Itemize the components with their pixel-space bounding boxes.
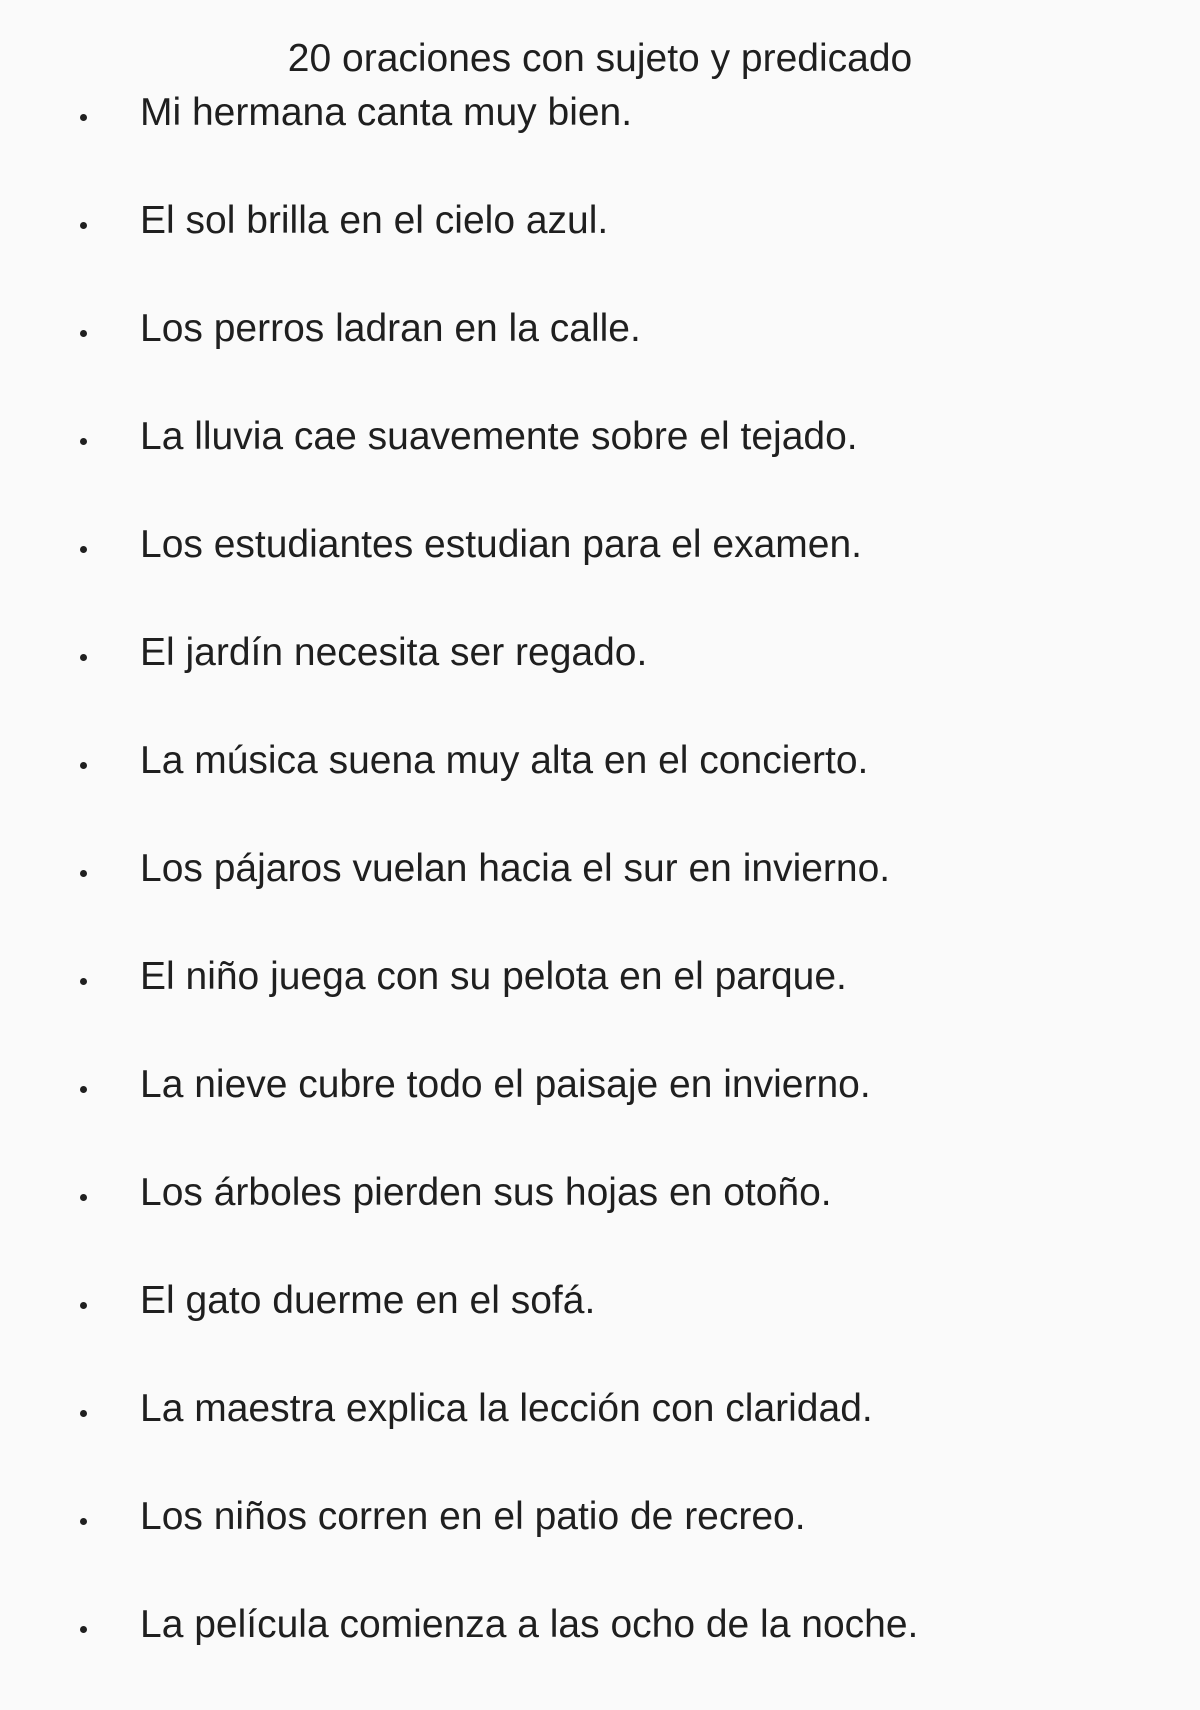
list-item bbox=[0, 1170, 1200, 1278]
bullet-icon bbox=[80, 222, 87, 229]
sentence-text: La música suena muy alta en el concierto. bbox=[140, 739, 869, 782]
bullet-icon bbox=[80, 1194, 87, 1201]
bullet-icon bbox=[80, 438, 87, 445]
bullet-icon bbox=[80, 978, 87, 985]
list-item bbox=[0, 1062, 1200, 1170]
list-item bbox=[0, 90, 1200, 198]
list-item bbox=[0, 1278, 1200, 1386]
sentence-text: Los estudiantes estudian para el examen. bbox=[140, 523, 862, 566]
bullet-icon bbox=[80, 870, 87, 877]
list-item bbox=[0, 738, 1200, 846]
list-item bbox=[0, 414, 1200, 522]
bullet-icon bbox=[80, 1302, 87, 1309]
bullet-icon bbox=[80, 1086, 87, 1093]
list-item bbox=[0, 1386, 1200, 1494]
sentence-text: La nieve cubre todo el paisaje en invierno. bbox=[140, 1063, 871, 1106]
bullet-icon bbox=[80, 1410, 87, 1417]
sentence-text: Los pájaros vuelan hacia el sur en invierno. bbox=[140, 847, 891, 890]
list-item bbox=[0, 846, 1200, 954]
bullet-icon bbox=[80, 114, 87, 121]
bullet-icon bbox=[80, 654, 87, 661]
sentence-text: El niño juega con su pelota en el parque. bbox=[140, 955, 847, 998]
sentence-text: Los niños corren en el patio de recreo. bbox=[140, 1495, 806, 1538]
sentence-text: El sol brilla en el cielo azul. bbox=[140, 199, 609, 242]
sentence-text: La maestra explica la lección con claridad. bbox=[140, 1387, 873, 1430]
sentence-list bbox=[0, 90, 1200, 1710]
list-item bbox=[0, 1602, 1200, 1710]
sentence-text: El jardín necesita ser regado. bbox=[140, 631, 648, 674]
sentence-text: Los árboles pierden sus hojas en otoño. bbox=[140, 1171, 832, 1214]
list-item bbox=[0, 198, 1200, 306]
list-item bbox=[0, 522, 1200, 630]
list-item bbox=[0, 306, 1200, 414]
bullet-icon bbox=[80, 546, 87, 553]
page-title: 20 oraciones con sujeto y predicado bbox=[287, 37, 913, 80]
sentence-text: El gato duerme en el sofá. bbox=[140, 1279, 596, 1322]
sentence-text: La lluvia cae suavemente sobre el tejado. bbox=[140, 415, 858, 458]
list-item bbox=[0, 630, 1200, 738]
list-item bbox=[0, 1494, 1200, 1602]
list-item bbox=[0, 954, 1200, 1062]
bullet-icon bbox=[80, 330, 87, 337]
sentence-text: Los perros ladran en la calle. bbox=[140, 307, 641, 350]
sentence-text: La película comienza a las ocho de la noche. bbox=[140, 1603, 919, 1646]
bullet-icon bbox=[80, 762, 87, 769]
bullet-icon bbox=[80, 1518, 87, 1525]
bullet-icon bbox=[80, 1626, 87, 1633]
sentence-text: Mi hermana canta muy bien. bbox=[140, 91, 633, 134]
